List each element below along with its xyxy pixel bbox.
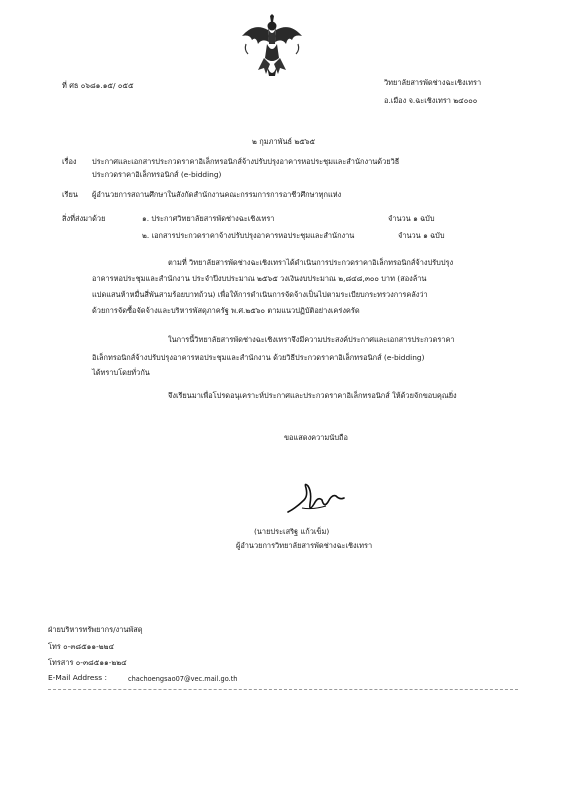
footer-email-address[interactable]: chachoengsao07@vec.mail.go.th <box>128 675 238 683</box>
subject-line-2: ประกวดราคาอิเล็กทรอนิกส์ (e-bidding) <box>92 170 222 179</box>
signer-title: ผู้อำนวยการวิทยาลัยสารพัดช่างฉะเชิงเทรา <box>236 541 373 550</box>
body-paragraph-1-line-2: อาคารหอประชุมและสำนักงาน ประจำปีงบประมาณ ๒๕๖๕ วงเงินงบประมาณ ๒,๘๔๘,๓๐๐ บาท (สองล้าน <box>92 274 427 283</box>
body-paragraph-1-line-3: แปดแสนห้าหมื่นสี่พันสามร้อยบาทถ้วน) เพื่อให้การดำเนินการจัดจ้างเป็นไปตามระเบียบกระทรวงการคลังว่า <box>92 290 428 299</box>
body-paragraph-2-line-1: ในการนี้วิทยาลัยสารพัดช่างฉะเชิงเทราจึงมีความประสงค์ประกาศและเอกสารประกวดราคา <box>168 335 455 344</box>
garuda-emblem-icon <box>240 14 304 80</box>
enclosure-item-1: ๑. ประกาศวิทยาลัยสารพัดช่างฉะเชิงเทรา <box>142 214 275 223</box>
addressee-text: ผู้อำนวยการสถานศึกษาในสังกัดสำนักงานคณะกรรมการการอาชีวศึกษาทุกแห่ง <box>92 190 342 199</box>
subject-line-1: ประกาศและเอกสารประกวดราคาอิเล็กทรอนิกส์จ้างปรับปรุงอาคารหอประชุมและสำนักงานด้วยวิธี <box>92 157 400 166</box>
footer-department: ฝ่ายบริหารทรัพยากร/งานพัสดุ <box>48 625 143 634</box>
organization-address: อ.เมือง จ.ฉะเชิงเทรา ๒๔๐๐๐ <box>384 96 478 105</box>
addressee-label: เรียน <box>62 190 78 199</box>
body-paragraph-1-line-4: ด้วยการจัดซื้อจัดจ้างและบริหารพัสดุภาครัฐ พ.ศ.๒๕๖๐ ตามแนวปฏิบัติอย่างเคร่งครัด <box>92 306 360 315</box>
enclosure-item-1-qty: จำนวน ๑ ฉบับ <box>388 214 435 223</box>
footer-divider <box>48 689 518 690</box>
body-paragraph-2-line-2: อิเล็กทรอนิกส์จ้างปรับปรุงอาคารหอประชุมและสำนักงาน ด้วยวิธีประกวดราคาอิเล็กทรอนิกส์ (e-bidding) <box>92 353 425 362</box>
document-number: ที่ ศธ ๐๖๘๑.๑๕/ ๐๕๕ <box>62 81 134 90</box>
footer-fax: โทรสาร ๐-๓๘๕๑๑-๒๒๔ <box>48 658 127 667</box>
body-paragraph-2-line-3: ได้ทราบโดยทั่วกัน <box>92 368 150 377</box>
body-paragraph-1-line-1: ตามที่ วิทยาลัยสารพัดช่างฉะเชิงเทราได้ดำเนินการประกวดราคาอิเล็กทรอนิกส์จ้างปรับปรุง <box>168 258 454 267</box>
footer-phone: โทร ๐-๓๘๕๑๑-๒๒๔ <box>48 642 115 651</box>
enclosure-item-2: ๒. เอกสารประกวดราคาจ้างปรับปรุงอาคารหอประชุมและสำนักงาน <box>142 231 355 240</box>
organization-name: วิทยาลัยสารพัดช่างฉะเชิงเทรา <box>384 78 482 87</box>
subject-label: เรื่อง <box>62 157 77 166</box>
enclosure-item-2-qty: จำนวน ๑ ฉบับ <box>398 231 445 240</box>
closing-salutation: ขอแสดงความนับถือ <box>284 433 348 442</box>
signature-image <box>282 478 354 518</box>
enclosure-label: สิ่งที่ส่งมาด้วย <box>62 214 106 223</box>
body-paragraph-3: จึงเรียนมาเพื่อโปรดอนุเคราะห์ประกาศและประกวดราคาอิเล็กทรอนิกส์ ให้ด้วยจักขอบคุณยิ่ง <box>168 391 457 400</box>
document-date: ๒ กุมภาพันธ์ ๒๕๖๕ <box>252 137 316 146</box>
footer-email-label: E-Mail Address : <box>48 673 107 682</box>
signer-name: (นายประเสริฐ แก้วเข็ม) <box>254 527 330 536</box>
